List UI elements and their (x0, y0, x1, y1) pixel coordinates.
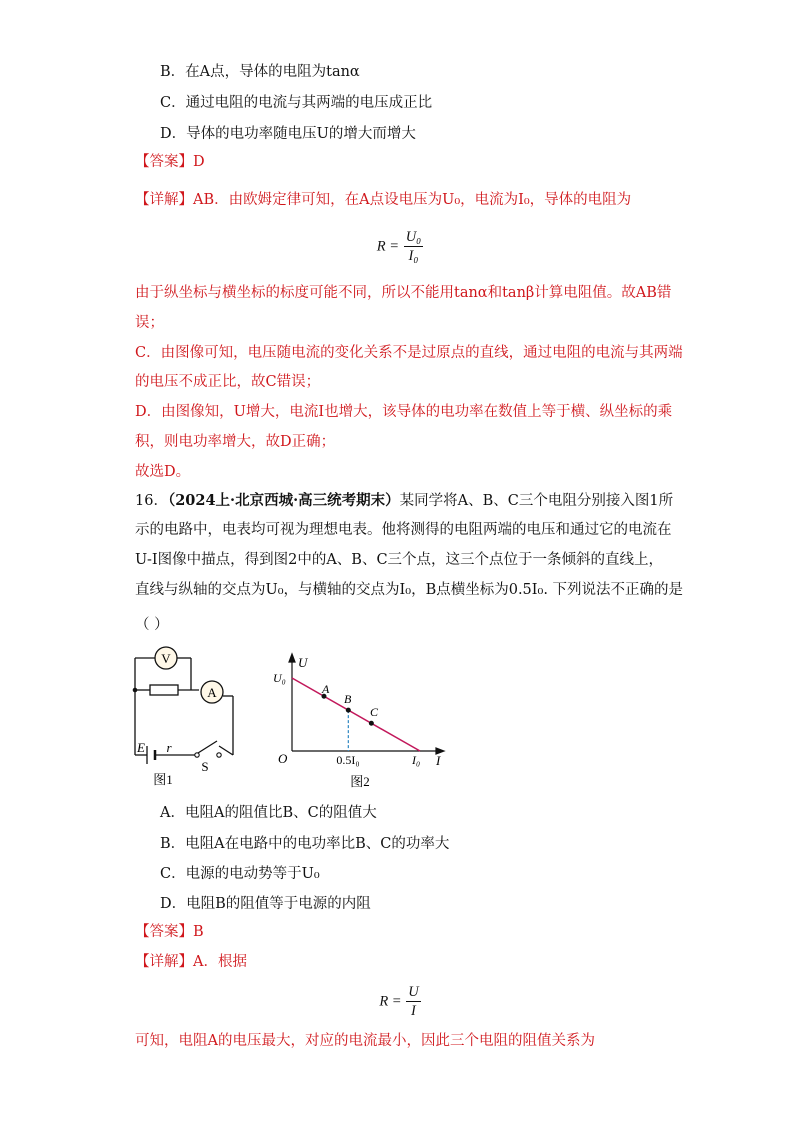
q16-stem-line2: 示的电路中，电表均可视为理想电表。他将测得的电阻两端的电压和通过它的电流在 (135, 522, 672, 538)
figure1-circuit (125, 640, 255, 790)
prev-answer: 【答案】D (135, 154, 205, 170)
q16-detail-a-line1: 可知，电阻A的电压最大，对应的电流最小，因此三个电阻的阻值关系为 (135, 1033, 595, 1049)
q16-option-c: C．电源的电动势等于U₀ (160, 866, 320, 882)
q16-stem-line4: 直线与纵轴的交点为U₀，与横轴的交点为I₀，B点横坐标为0.5I₀. 下列说法不正确的是 (135, 582, 684, 598)
prev-detail-c-line2: 的电压不成正比，故C错误； (135, 374, 321, 390)
voltmeter-label: V (161, 651, 171, 666)
prev-detail-intro: 【详解】AB．由欧姆定律可知，在A点设电压为U₀，电流为I₀，导体的电阻为 (135, 192, 632, 208)
q16-detail-intro: 【详解】A．根据 (135, 954, 247, 970)
figure2-ui-graph (270, 650, 450, 790)
q16-option-a: A．电阻A的阻值比B、C的阻值大 (160, 805, 377, 821)
figure2-caption: 图2 (350, 774, 370, 789)
q16-number: 16． (135, 493, 168, 509)
q16-stem-line3: U-I图像中描点，得到图2中的A、B、C三个点，这三个点位于一条倾斜的直线上， (135, 552, 664, 568)
emf-label: E (137, 740, 145, 755)
x-intercept-label: I₀ (412, 753, 421, 767)
q16-source: （2024上·北京西城·高三统考期末） (167, 492, 400, 509)
b-x-label: 0.5I₀ (336, 753, 360, 767)
point-c-marker (369, 721, 374, 726)
prev-formula-numerator: U₀ (405, 229, 422, 245)
prev-conclusion: 故选D。 (135, 464, 191, 480)
q16-stem-line1 (135, 491, 673, 511)
prev-formula-lhs: R = (376, 238, 400, 255)
q16-option-b: B．电阻A在电路中的电功率比B、C的功率大 (160, 836, 450, 852)
junction-dot (133, 688, 138, 693)
prev-formula (360, 228, 440, 265)
prev-detail-c-line1: C．由图像可知，电压随电流的变化关系不是过原点的直线，通过电阻的电流与其两端 (135, 345, 683, 361)
q16-formula-lhs: R = (379, 993, 402, 1010)
q16-formula-numerator: U (408, 984, 419, 1000)
q16-formula-fraction (406, 983, 420, 1020)
prev-detail-d-line2: 积，则电功率增大，故D正确； (135, 434, 336, 450)
internal-resistance-label: r (166, 740, 172, 755)
prev-option-d: D．导体的电功率随电压U的增大而增大 (160, 126, 416, 142)
prev-detail-ab-line2: 误； (135, 315, 164, 331)
q16-formula (365, 983, 435, 1020)
x-axis-label: I (436, 753, 441, 768)
ammeter-label: A (207, 685, 217, 700)
q16-option-d: D．电阻B的阻值等于电源的内阻 (160, 896, 371, 912)
switch-lever (198, 741, 217, 753)
q16-formula-denominator: I (411, 1003, 416, 1019)
ui-line (292, 678, 420, 751)
resistor-body (150, 685, 178, 695)
q16-blank: （ ） (135, 617, 169, 633)
point-b-marker (346, 708, 351, 713)
switch-contact-left (195, 753, 199, 757)
point-b-label: B (344, 692, 352, 706)
prev-detail-d-line1: D．由图像知，U增大，电流I也增大，该导体的电功率在数值上等于横、纵坐标的乘 (135, 404, 673, 420)
prev-detail-ab-line1: 由于纵坐标与横坐标的标度可能不同，所以不能用tanα和tanβ计算电阻值。故AB错 (135, 285, 672, 301)
prev-option-c: C．通过电阻的电流与其两端的电压成正比 (160, 95, 433, 111)
q16-stem-1: 某同学将A、B、C三个电阻分别接入图1所 (399, 493, 674, 509)
y-axis-label: U (298, 655, 308, 670)
y-axis-arrow (289, 654, 295, 662)
origin-label: O (278, 751, 288, 766)
prev-formula-fraction (404, 228, 424, 265)
point-a-label: A (322, 682, 330, 696)
y-intercept-label: U₀ (273, 671, 286, 685)
switch-contact-right (217, 753, 221, 757)
figure1-caption: 图1 (153, 772, 173, 787)
point-c-label: C (370, 705, 379, 719)
prev-formula-denominator: I₀ (408, 248, 419, 264)
switch-label: S (201, 759, 209, 774)
prev-option-b: B．在A点，导体的电阻为tanα (160, 64, 360, 80)
q16-answer: 【答案】B (135, 924, 204, 940)
